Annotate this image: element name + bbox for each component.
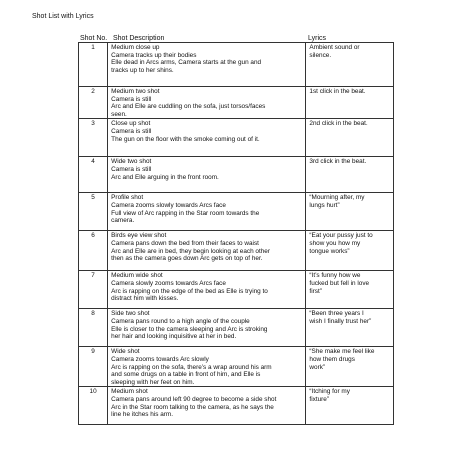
shot-number: 2 — [79, 87, 108, 119]
shot-number: 4 — [79, 157, 108, 193]
shot-description — [108, 87, 306, 119]
description-line: tracks up to her shins. — [111, 66, 174, 74]
table-row — [79, 309, 394, 347]
header-shot-description: Shot Description — [113, 35, 165, 42]
description-line: Profile shot — [111, 194, 144, 202]
description-line: Arc and Elle are in bed, they begin looking at each other — [111, 247, 270, 255]
table-row — [79, 43, 394, 87]
description-line: Arc and Elle arguing in the front room. — [111, 173, 219, 181]
table-row — [79, 387, 394, 425]
shot-description — [108, 157, 306, 193]
description-line: Elle is closer to the camera sleeping and Arc is stroking — [111, 325, 268, 333]
shot-lyrics — [306, 43, 394, 87]
header-lyrics: Lyrics — [308, 35, 327, 42]
table-row — [79, 231, 394, 271]
lyrics-line: fixture” — [309, 395, 329, 403]
lyrics-line: wish I finally trust her” — [309, 317, 372, 325]
lyrics-line: “Eat your pussy just to — [309, 232, 373, 240]
lyrics-line: tongue works” — [309, 247, 350, 255]
description-line: Arc is rapping on the edge of the bed as Elle is trying to — [111, 287, 268, 295]
lyrics-line: 2nd click in the beat. — [309, 120, 368, 128]
lyrics-line: silence. — [309, 51, 332, 59]
description-line: Camera zooms slowly towards Arcs face — [111, 201, 226, 209]
document-title: Shot List with Lyrics — [32, 13, 94, 20]
description-line: Full view of Arc rapping in the Star room towards the — [111, 209, 260, 217]
description-line: line he itches his arm. — [111, 411, 173, 419]
lyrics-line: show you how my — [309, 239, 361, 247]
table-row — [79, 271, 394, 309]
description-line: Side two shot — [111, 310, 150, 318]
description-line: camera. — [111, 217, 135, 225]
lyrics-line: first” — [309, 287, 322, 295]
description-line: Camera pans round to a high angle of the couple — [111, 317, 250, 325]
lyrics-line: 3rd click in the beat. — [309, 158, 367, 166]
description-line: Camera slowly zooms towards Arcs face — [111, 279, 226, 287]
description-line: Camera zooms towards Arc slowly — [111, 355, 209, 363]
shot-lyrics — [306, 119, 394, 157]
lyrics-line: “She make me feel like — [309, 348, 375, 356]
lyrics-line: “It’s funny how we — [309, 272, 361, 280]
table-row — [79, 87, 394, 119]
description-line: Camera pans around left 90 degree to become a side shot — [111, 395, 277, 403]
shot-description — [108, 387, 306, 425]
shot-lyrics — [306, 387, 394, 425]
shot-lyrics — [306, 231, 394, 271]
description-line: Medium shot — [111, 388, 148, 396]
description-line: Birds eye view shot — [111, 232, 167, 240]
description-line: Medium wide shot — [111, 272, 163, 280]
description-line: Camera tracks up their bodies — [111, 51, 197, 59]
shot-lyrics — [306, 271, 394, 309]
shot-description — [108, 231, 306, 271]
lyrics-line: work” — [309, 363, 326, 371]
shot-description — [108, 193, 306, 231]
table-row — [79, 157, 394, 193]
description-line: then as the camera goes down Arc gets on top of her. — [111, 255, 263, 263]
shot-description — [108, 119, 306, 157]
description-line: Arc in the Star room talking to the camera, as he says the — [111, 403, 274, 411]
shot-description — [108, 43, 306, 87]
description-line: Arc and Elle are cuddling on the sofa, just torsos/faces — [111, 103, 266, 111]
shot-number: 9 — [79, 347, 108, 387]
lyrics-line: “Been three years I — [309, 310, 364, 318]
description-line: Medium two shot — [111, 88, 160, 95]
shot-description — [108, 309, 306, 347]
description-line: Wide shot — [111, 348, 140, 356]
shot-lyrics — [306, 87, 394, 119]
lyrics-line: “Mourning after, my — [309, 194, 365, 202]
shot-number: 5 — [79, 193, 108, 231]
description-line: Close up shot — [111, 120, 151, 128]
description-line: Medium close up — [111, 44, 160, 51]
description-line: Elle dead in Arcs arms, Camera starts at the gun and — [111, 59, 262, 67]
description-line: seen. — [111, 110, 127, 118]
description-line: The gun on the floor with the smoke coming out of it. — [111, 135, 260, 143]
table-row — [79, 119, 394, 157]
shot-number: 3 — [79, 119, 108, 157]
shot-number: 1 — [79, 43, 108, 87]
shot-description — [108, 271, 306, 309]
description-line: and some drugs on a table in front of him, and Elle is — [111, 371, 261, 379]
shot-number: 6 — [79, 231, 108, 271]
lyrics-line: Ambient sound or — [309, 44, 360, 51]
shot-lyrics — [306, 347, 394, 387]
shot-list-table — [78, 42, 394, 425]
lyrics-line: how them drugs — [309, 355, 355, 363]
lyrics-line: 1st click in the beat. — [309, 88, 366, 95]
description-line: Camera is still — [111, 95, 152, 103]
shot-lyrics — [306, 309, 394, 347]
description-line: her hair and looking inquisitive at her in bed. — [111, 333, 237, 341]
table-row — [79, 347, 394, 387]
description-line: Wide two shot — [111, 158, 152, 166]
lyrics-line: lungs hurt” — [309, 201, 340, 209]
shot-number: 10 — [79, 387, 108, 425]
table-row — [79, 193, 394, 231]
lyrics-line: fucked but fell in love — [309, 279, 370, 287]
description-line: Camera is still — [111, 127, 152, 135]
shot-number: 7 — [79, 271, 108, 309]
shot-description — [108, 347, 306, 387]
shot-lyrics — [306, 157, 394, 193]
description-line: Camera is still — [111, 165, 152, 173]
description-line: distract him with kisses. — [111, 295, 179, 303]
shot-number: 8 — [79, 309, 108, 347]
header-shot-no: Shot No. — [80, 35, 108, 42]
description-line: Arc is rapping on the sofa, there’s a wrap around his arm — [111, 363, 272, 371]
lyrics-line: “Itching for my — [309, 388, 350, 396]
shot-lyrics — [306, 193, 394, 231]
description-line: Camera pans down the bed from their faces to waist — [111, 239, 259, 247]
description-line: sleeping with her feet on him. — [111, 378, 195, 386]
